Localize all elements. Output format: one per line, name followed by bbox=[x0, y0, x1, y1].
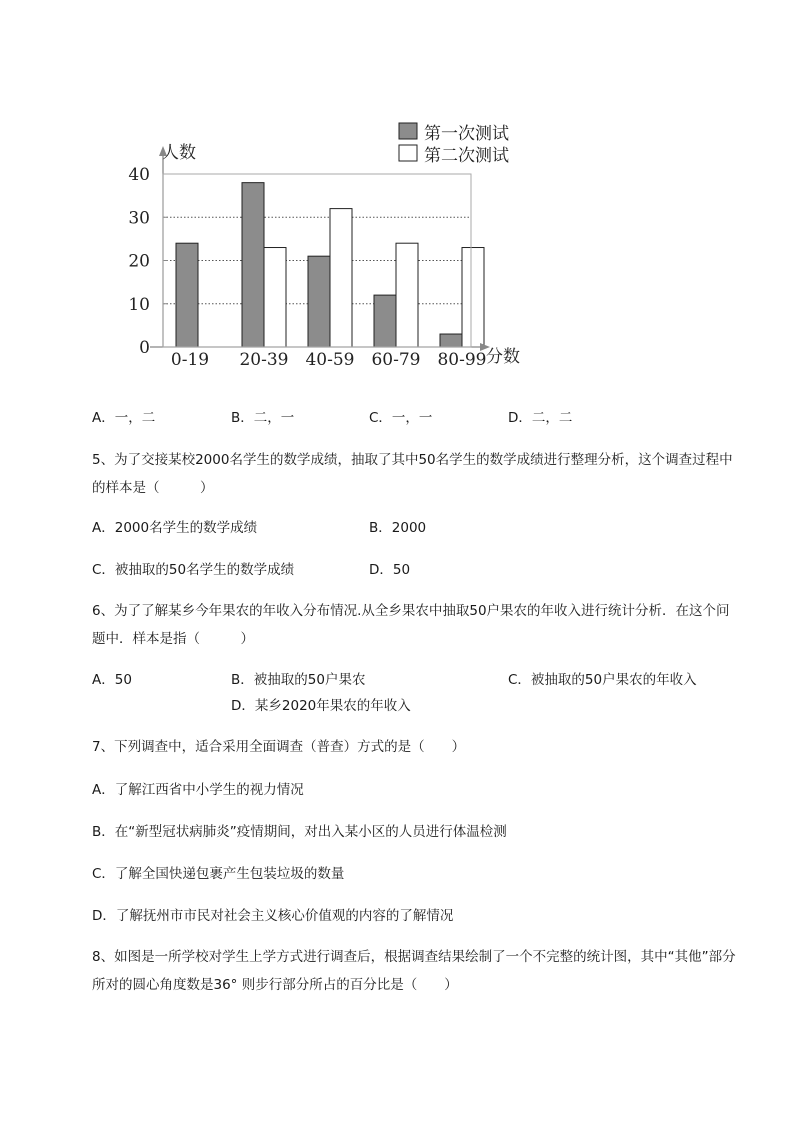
y-tick-label: 30 bbox=[128, 208, 150, 229]
bar-second-test-80-99 bbox=[462, 248, 484, 347]
q6-option-a[interactable]: A．50 bbox=[92, 672, 132, 688]
q7-option-a[interactable]: A．了解江西省中小学生的视力情况 bbox=[92, 782, 304, 798]
y-tick-label: 0 bbox=[139, 338, 150, 358]
q6-option-c[interactable]: C．被抽取的50户果农的年收入 bbox=[508, 672, 697, 688]
q6-option-d[interactable]: D．某乡2020年果农的年收入 bbox=[231, 698, 411, 714]
legend-label-first-test: 第一次测试 bbox=[424, 124, 509, 144]
q4-option-d[interactable]: D．二，二 bbox=[508, 410, 573, 426]
legend-swatch-first-test bbox=[399, 123, 417, 139]
q7-stem: 7、下列调查中，适合采用全面调查（普查）方式的是（ ） bbox=[92, 739, 466, 755]
x-axis-title: 分数 bbox=[486, 347, 520, 367]
q4-option-c[interactable]: C．一，一 bbox=[369, 410, 433, 426]
score-bar-chart bbox=[0, 0, 794, 390]
q5-option-c[interactable]: C．被抽取的50名学生的数学成绩 bbox=[92, 562, 295, 578]
bar-first-test-80-99 bbox=[440, 334, 462, 347]
y-tick-label: 20 bbox=[128, 251, 150, 272]
y-tick-label: 40 bbox=[128, 165, 150, 185]
x-tick-label: 60-79 bbox=[371, 350, 421, 370]
q7-option-c[interactable]: C．了解全国快递包裹产生包装垃圾的数量 bbox=[92, 866, 345, 882]
q5-option-d[interactable]: D．50 bbox=[369, 562, 411, 578]
q6-option-b[interactable]: B．被抽取的50户果农 bbox=[231, 672, 366, 688]
q8-stem: 8、如图是一所学校对学生上学方式进行调查后，根据调查结果绘制了一个不完整的统计图，其中“其他”部分所对的圆心角度数是36° 则步行部分所占的百分比是（ ） bbox=[92, 949, 736, 993]
y-tick-label: 10 bbox=[128, 294, 150, 315]
q5-stem: 5、为了交接某校2000名学生的数学成绩，抽取了其中50名学生的数学成绩进行整理分析，这个调查过程中的样本是（ ） bbox=[92, 452, 733, 496]
q6-stem: 6、为了了解某乡今年果农的年收入分布情况.从全乡果农中抽取50户果农的年收入进行统计分析．在这个问题中．样本是指（ ） bbox=[92, 603, 730, 647]
q7-option-b[interactable]: B．在“新型冠状病肺炎”疫情期间，对出入某小区的人员进行体温检测 bbox=[92, 824, 507, 840]
legend bbox=[399, 123, 509, 166]
bar-first-test-20-39 bbox=[242, 183, 264, 347]
x-tick-label: 20-39 bbox=[239, 350, 289, 370]
bar-second-test-60-79 bbox=[396, 243, 418, 347]
q5-option-b[interactable]: B．2000 bbox=[369, 520, 427, 536]
bar-first-test-40-59 bbox=[308, 256, 330, 347]
x-tick-label: 40-59 bbox=[305, 350, 355, 370]
q4-option-a[interactable]: A．一，二 bbox=[92, 410, 156, 426]
q7-option-d[interactable]: D．了解抚州市市民对社会主义核心价值观的内容的了解情况 bbox=[92, 908, 454, 924]
bar-second-test-40-59 bbox=[330, 209, 352, 347]
bar-second-test-20-39 bbox=[264, 248, 286, 347]
bar-first-test-60-79 bbox=[374, 295, 396, 347]
bar-first-test-0-19 bbox=[176, 243, 198, 347]
x-tick-label: 0-19 bbox=[170, 350, 210, 370]
q5-option-a[interactable]: A．2000名学生的数学成绩 bbox=[92, 520, 258, 536]
q4-option-b[interactable]: B．二，一 bbox=[231, 410, 295, 426]
legend-swatch-second-test bbox=[399, 145, 417, 161]
x-tick-label: 80-99 bbox=[437, 350, 487, 370]
y-axis-title: 人数 bbox=[162, 143, 196, 163]
legend-label-second-test: 第二次测试 bbox=[424, 146, 509, 166]
